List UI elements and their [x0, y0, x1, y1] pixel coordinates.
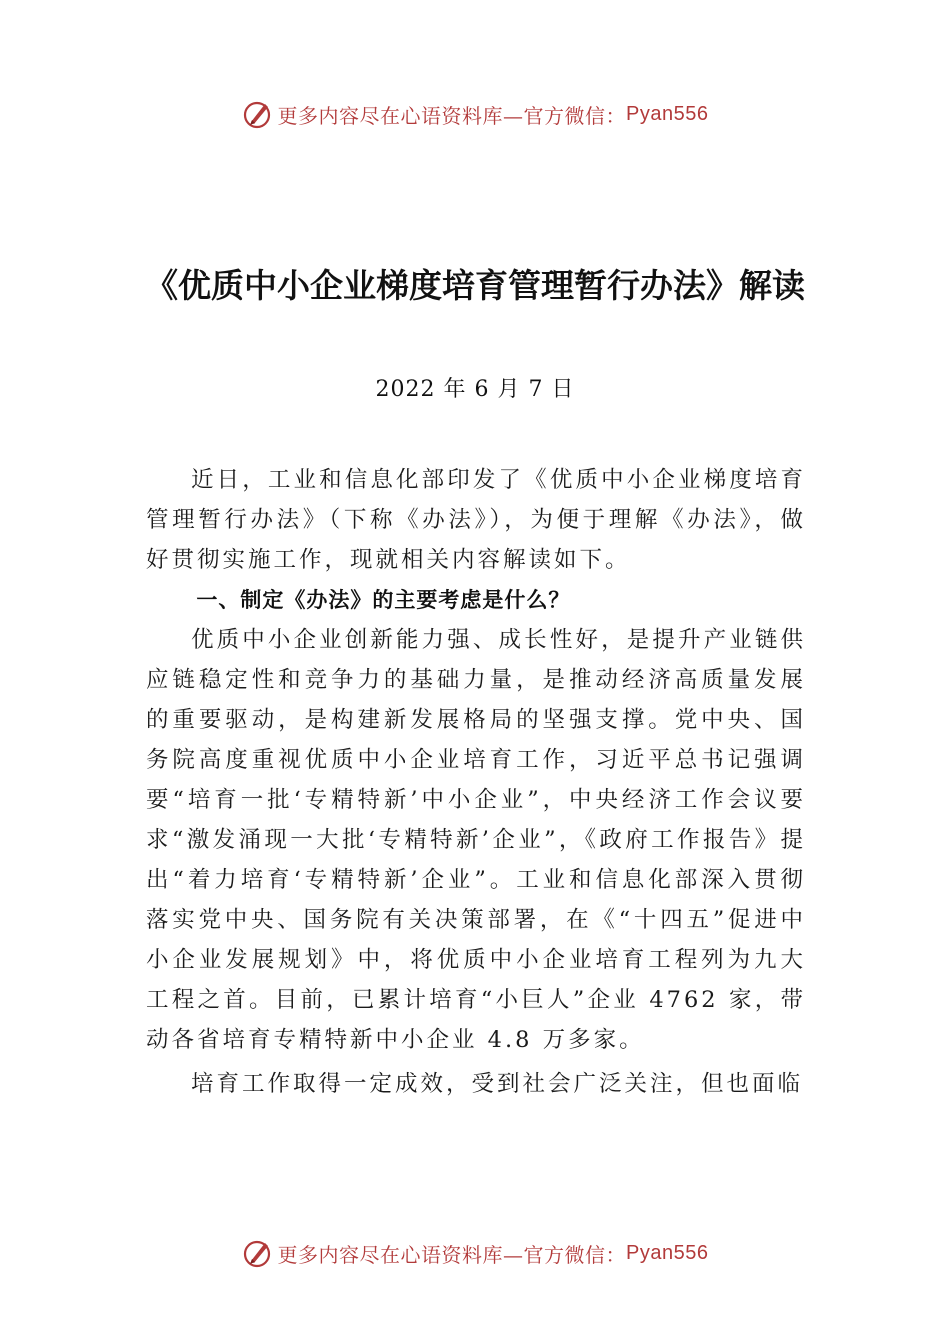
section-heading: 一、制定《办法》的主要考虑是什么？ — [196, 588, 571, 612]
footer-watermark — [0, 1231, 950, 1275]
watermark-text: 更多内容尽在心语资料库—官方微信： — [277, 103, 627, 128]
watermark-text: 更多内容尽在心语资料库—官方微信： — [277, 1242, 627, 1267]
watermark-wechat-id: Pyan556 — [626, 1241, 709, 1264]
quill-pen-logo-icon — [242, 98, 274, 130]
header-watermark — [0, 92, 950, 136]
document-date: 2022 年 6 月 7 日 — [375, 377, 575, 402]
watermark-wechat-id: Pyan556 — [626, 102, 709, 125]
document-title: 《优质中小企业梯度培育管理暂行办法》解读 — [145, 266, 805, 305]
intro-paragraph: 近日，工业和信息化部印发了《优质中小企业梯度培育管理暂行办法》（下称《办法》），为便于理解《办法》，做好贯彻实施工作，现就相关内容解读如下。 — [146, 467, 806, 573]
body-paragraph-continued: 培育工作取得一定成效，受到社会广泛关注，但也面临 — [191, 1071, 804, 1097]
body-paragraph: 优质中小企业创新能力强、成长性好，是提升产业链供应链稳定性和竞争力的基础力量，是推动经济高质量发展的重要驱动，是构建新发展格局的坚强支撑。党中央、国务院高度重视优质中小企业培育工作，习近平总书记强调要“培育一批‘专精特新’中小企业”，中央经济工作会议要求“激发涌现一大批‘专精特新’企业”，《政府工作报告》提出“着力培育‘专精特新’企业”。工业和信息化部深入贯彻落实党中央、国务院有关决策部署，在《“十四五”促进中小企业发展规划》中，将优质中小企业培育工程列为九大工程之首。目前，已累计培育“小巨人”企业 4762 家，带动各省培育专精特新中小企业 4.8 万多家。 — [146, 627, 806, 1053]
quill-pen-logo-icon — [242, 1237, 274, 1269]
document-body — [146, 460, 806, 1104]
